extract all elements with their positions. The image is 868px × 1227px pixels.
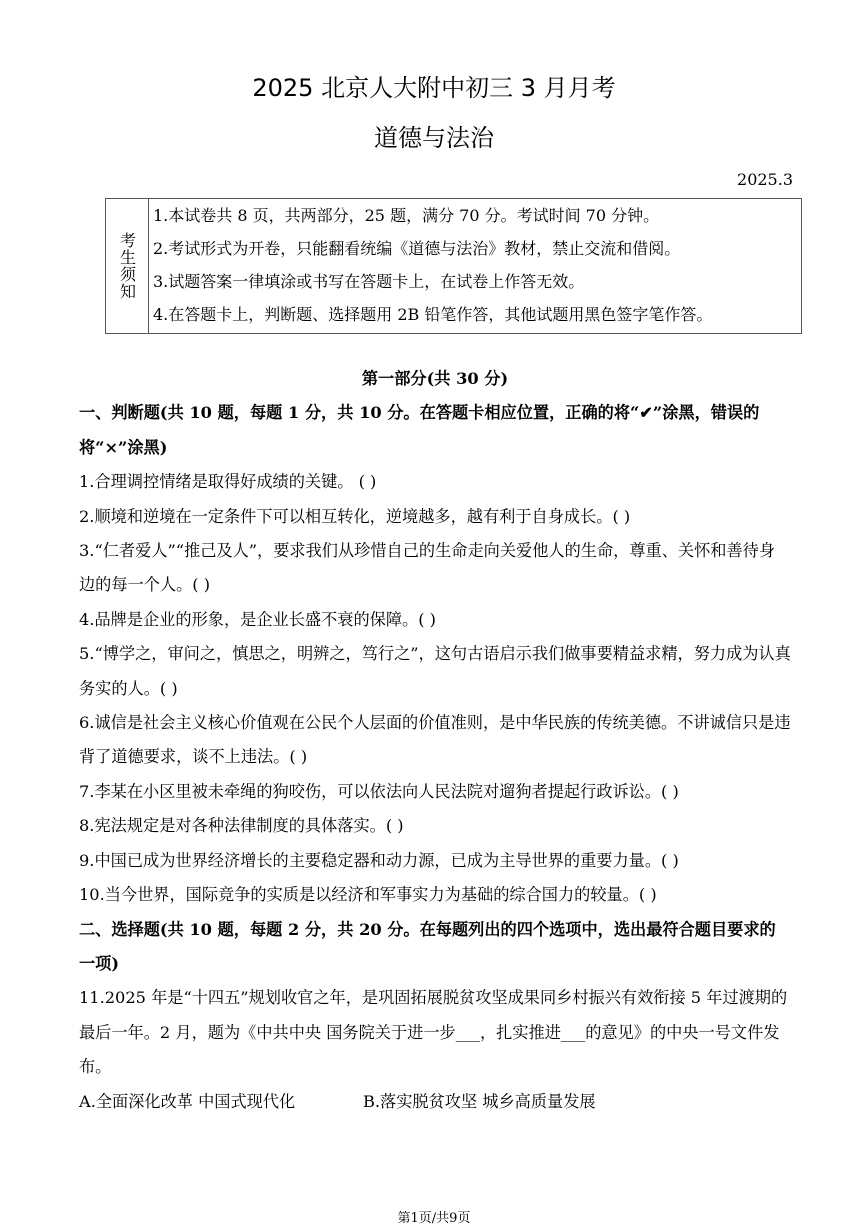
option-b: B.落实脱贫攻坚 城乡高质量发展 bbox=[363, 1091, 596, 1111]
part1-title: 第一部分(共 30 分) bbox=[361, 369, 509, 388]
question-11-stem: 11.2025 年是“十四五”规划收官之年，是巩固拓展脱贫攻坚成果同乡村振兴有效衔接 5 年过渡期的最后一年。2 月，题为《中共中央 国务院关于进一步___，扎实推进___的意见》的中央一号文件发布。 bbox=[79, 988, 788, 1077]
question: 4.品牌是企业的形象，是企业长盛不衰的保障。( ) bbox=[79, 609, 436, 629]
subject-title: 道德与法治 bbox=[374, 124, 494, 152]
exam-content bbox=[79, 362, 791, 1119]
notice-label: 考生须知 bbox=[117, 232, 137, 300]
notice-item: 4.在答题卡上，判断题、选择题用 2B 铅笔作答，其他试题用黑色签字笔作答。 bbox=[153, 305, 713, 324]
notice-item: 2.考试形式为开卷，只能翻看统编《道德与法治》教材，禁止交流和借阅。 bbox=[153, 239, 681, 258]
notice-item: 1.本试卷共 8 页，共两部分，25 题，满分 70 分。考试时间 70 分钟。 bbox=[153, 206, 660, 225]
exam-notice-box bbox=[105, 198, 802, 334]
exam-title: 2025 北京人大附中初三 3 月月考 bbox=[252, 74, 616, 102]
notice-item: 3.试题答案一律填涂或书写在答题卡上，在试卷上作答无效。 bbox=[153, 272, 585, 291]
question: 1.合理调控情绪是取得好成绩的关键。 ( ) bbox=[79, 472, 377, 492]
question: 9.中国已成为世界经济增长的主要稳定器和动力源，已成为主导世界的重要力量。( ) bbox=[79, 850, 679, 870]
question: 7.李某在小区里被未牵绳的狗咬伤，可以依法向人民法院对遛狗者提起行政诉讼。( ) bbox=[79, 781, 679, 801]
question: 10.当今世界，国际竞争的实质是以经济和军事实力为基础的综合国力的较量。( ) bbox=[79, 885, 657, 905]
question: 3.“仁者爱人”“推己及人”，要求我们从珍惜自己的生命走向关爱他人的生命，尊重、关怀和善待身边的每一个人。( ) bbox=[79, 541, 776, 595]
exam-date: 2025.3 bbox=[737, 170, 793, 189]
option-a: A.全面深化改革 中国式现代化 bbox=[79, 1091, 296, 1111]
notice-items bbox=[149, 199, 801, 333]
page-number: 第1页/共9页 bbox=[397, 1211, 471, 1226]
question: 8.宪法规定是对各种法律制度的具体落实。( ) bbox=[79, 816, 404, 836]
section1-title: 一、判断题(共 10 题，每题 1 分，共 10 分。在答题卡相应位置，正确的将“✔”涂黑，错误的将“×”涂黑) bbox=[79, 403, 760, 457]
question: 5.“博学之，审问之，慎思之，明辨之，笃行之”，这句古语启示我们做事要精益求精，努力成为认真务实的人。( ) bbox=[79, 644, 791, 698]
question: 6.诚信是社会主义核心价值观在公民个人层面的价值准则，是中华民族的传统美德。不讲诚信只是违背了道德要求，谈不上违法。( ) bbox=[79, 713, 791, 767]
question-11-options bbox=[79, 1085, 791, 1119]
section2-title: 二、选择题(共 10 题，每题 2 分，共 20 分。在每题列出的四个选项中，选出最符合题目要求的一项) bbox=[79, 919, 776, 973]
question: 2.顺境和逆境在一定条件下可以相互转化，逆境越多，越有利于自身成长。( ) bbox=[79, 506, 631, 526]
notice-label-cell bbox=[106, 199, 149, 333]
